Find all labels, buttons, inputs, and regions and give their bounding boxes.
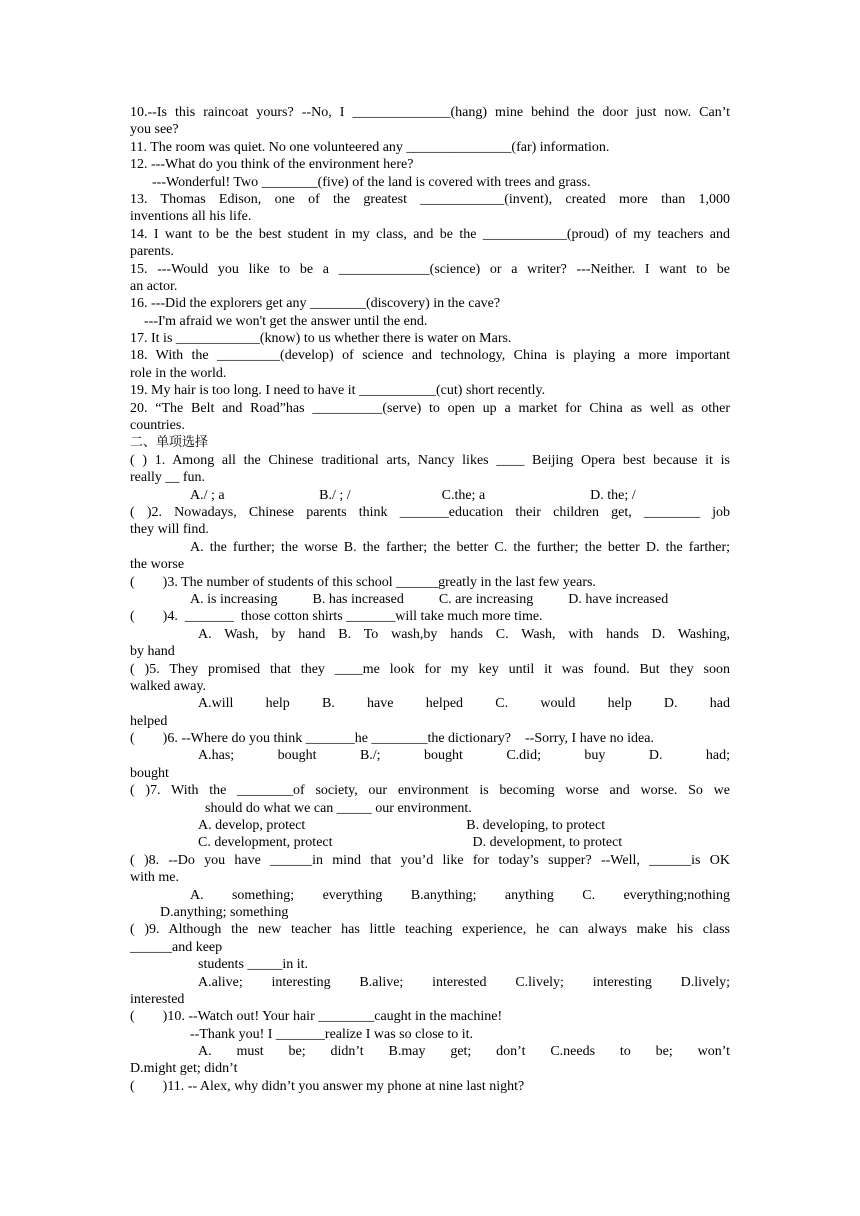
mc2-options-cont: the worse [130, 557, 185, 573]
mc4-line1: ( )4. _______ those cotton shirts _______will take much more time. [130, 609, 543, 625]
mc7-options-ab: A. develop, protect B. developing, to protect [198, 818, 606, 834]
mc6-line1: ( )6. --Where do you think _______he ________the dictionary? --Sorry, I have no idea. [130, 731, 654, 747]
mc3-line1: ( )3. The number of students of this school ______greatly in the last few years. [130, 574, 596, 590]
mc5-line2: walked away. [130, 678, 207, 694]
q12-line1: 12. ---What do you think of the environment here? [130, 157, 414, 173]
mc7-line1: ( )7. With the ________of society, our environment is becoming worse and worse. So we [130, 783, 730, 799]
mc4-options-cont: by hand [130, 644, 175, 660]
mc4-options: A. Wash, by hand B. To wash,by hands C. Wash, with hands D. Washing, [198, 626, 730, 642]
q11: 11. The room was quiet. No one volunteered any _______________(far) information. [130, 139, 610, 155]
q15-line1: 15. ---Would you like to be a _____________(science) or a writer? ---Neither. I want to be [130, 261, 730, 277]
mc10-options: A. must be; didn’t B.may get; don’t C.needs to be; won’t [198, 1044, 730, 1060]
mc10-line2: --Thank you! I _______realize I was so close to it. [190, 1026, 474, 1042]
mc10-line1: ( )10. --Watch out! Your hair ________caught in the machine! [130, 1009, 503, 1025]
q16-line1: 16. ---Did the explorers get any ________(discovery) in the cave? [130, 296, 501, 312]
q19: 19. My hair is too long. I need to have it ___________(cut) short recently. [130, 383, 546, 399]
mc11-line1: ( )11. -- Alex, why didn’t you answer my phone at nine last night? [130, 1078, 525, 1094]
q18-line1: 18. With the _________(develop) of science and technology, China is playing a more important [130, 348, 730, 364]
mc2-options: A. the further; the worse B. the farther; the better C. the further; the better D. the farther; [190, 539, 730, 555]
q16-line2: ---I'm afraid we won't get the answer until the end. [144, 313, 428, 329]
mc5-options: A.will help B. have helped C. would help D. had [198, 696, 730, 712]
mc3-options: A. is increasing B. has increased C. are increasing D. have increased [190, 591, 669, 607]
mc9-line1: ( )9. Although the new teacher has little teaching experience, he can always make his class [130, 922, 730, 938]
mc2-line1: ( )2. Nowadays, Chinese parents think _______education their children get, ________ job [130, 504, 730, 520]
q14-line2: parents. [130, 244, 174, 260]
mc6-options: A.has; bought B./; bought C.did; buy D. had; [198, 748, 730, 764]
q10-line2: you see? [130, 122, 179, 138]
mc7-line2: should do what we can _____ our environment. [205, 800, 472, 816]
mc1-line2: really __ fun. [130, 470, 206, 486]
mc5-options-cont: helped [130, 713, 168, 729]
q13-line2: inventions all his life. [130, 209, 252, 225]
worksheet-page [130, 104, 730, 1095]
mc2-line2: they will find. [130, 522, 209, 538]
mc8-options: A. something; everything B.anything; anything C. everything;nothing [190, 887, 730, 903]
mc5-line1: ( )5. They promised that they ____me look for my key until it was found. But they soon [130, 661, 730, 677]
mc7-options-cd: C. development, protect D. development, to protect [198, 835, 623, 851]
mc9-line2: ______and keep [130, 939, 223, 955]
section-title: 二、单项选择 [130, 435, 209, 451]
mc10-options-cont: D.might get; didn’t [130, 1061, 238, 1077]
q17: 17. It is ____________(know) to us whether there is water on Mars. [130, 331, 512, 347]
mc1-line1: ( ) 1. Among all the Chinese traditional arts, Nancy likes ____ Beijing Opera best because it is [130, 452, 730, 468]
q12-line2: ---Wonderful! Two ________(five) of the land is covered with trees and grass. [152, 174, 591, 190]
mc1-options: A./ ; a B./ ; / C.the; a D. the; / [190, 487, 636, 503]
q18-line2: role in the world. [130, 365, 227, 381]
q13-line1: 13. Thomas Edison, one of the greatest ____________(invent), created more than 1,000 [130, 191, 730, 207]
q14-line1: 14. I want to be the best student in my class, and be the ____________(proud) of my teachers and [130, 226, 730, 242]
mc9-options: A.alive; interesting B.alive; interested C.lively; interesting D.lively; [198, 974, 730, 990]
mc8-options-cont: D.anything; something [160, 904, 289, 920]
mc8-line1: ( )8. --Do you have ______in mind that you’d like for today’s supper? --Well, ______is OK [130, 852, 730, 868]
q10-line1: 10.--Is this raincoat yours? --No, I ______________(hang) mine behind the door just now. Can’t [130, 105, 730, 120]
mc9-line3: students _____in it. [198, 957, 309, 973]
q20-line1: 20. “The Belt and Road”has __________(serve) to open up a market for China as well as other [130, 400, 730, 416]
mc9-options-cont: interested [130, 991, 185, 1007]
mc6-options-cont: bought [130, 765, 169, 781]
q20-line2: countries. [130, 418, 185, 434]
mc8-line2: with me. [130, 870, 179, 886]
q15-line2: an actor. [130, 278, 178, 294]
